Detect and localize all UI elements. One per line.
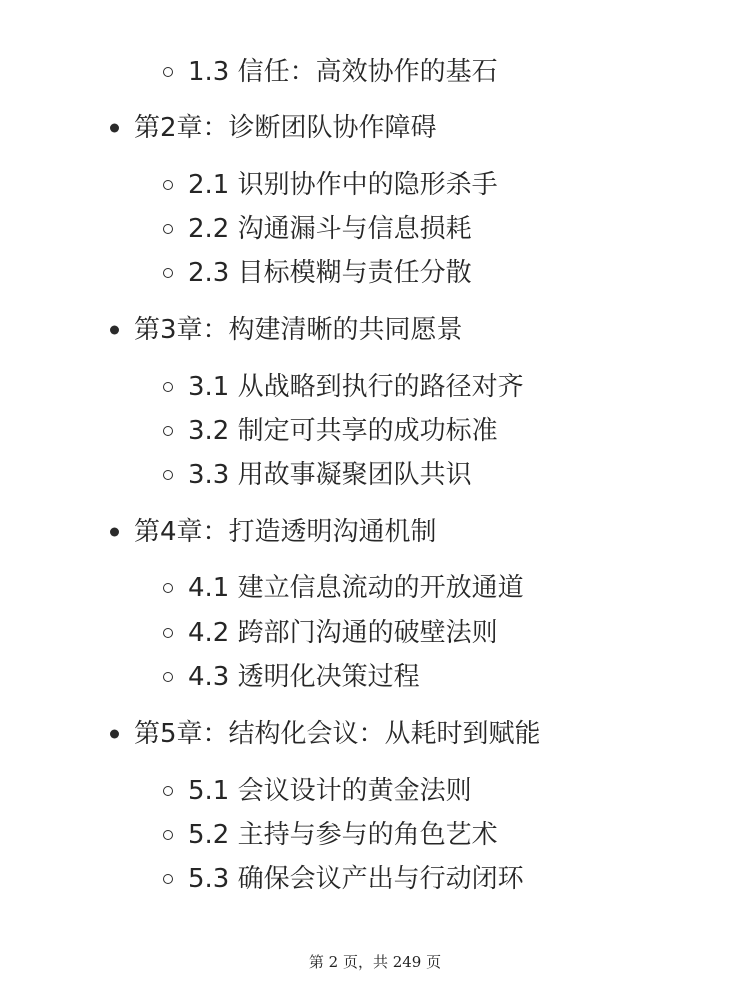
filled-bullet-icon [110,730,119,739]
filled-bullet-icon [110,326,119,335]
toc-section-2-2 [188,209,472,249]
toc-section-1-3 [188,52,498,92]
hollow-bullet-icon [163,470,173,480]
hollow-bullet-icon [163,583,173,593]
hollow-bullet-icon [163,628,173,638]
toc-entry-text: 第2章：诊断团队协作障碍 [134,113,437,143]
hollow-bullet-icon [163,830,173,840]
table-of-contents [0,50,750,950]
toc-chapter-5 [134,714,541,754]
hollow-bullet-icon [163,874,173,884]
toc-section-3-3 [188,455,472,495]
toc-entry-text: 5.3 确保会议产出与行动闭环 [188,864,524,894]
hollow-bullet-icon [163,786,173,796]
toc-section-4-3 [188,657,420,697]
toc-entry-text: 5.1 会议设计的黄金法则 [188,776,472,806]
toc-entry-text: 4.2 跨部门沟通的破壁法则 [188,618,498,648]
toc-entry-text: 2.3 目标模糊与责任分散 [188,258,472,288]
toc-section-4-2 [188,613,498,653]
toc-section-3-2 [188,411,498,451]
filled-bullet-icon [110,124,119,133]
toc-section-4-1 [188,568,524,608]
hollow-bullet-icon [163,382,173,392]
hollow-bullet-icon [163,67,173,77]
toc-chapter-4 [134,512,437,552]
toc-section-5-1 [188,771,472,811]
toc-entry-text: 3.1 从战略到执行的路径对齐 [188,372,524,402]
toc-section-5-2 [188,815,498,855]
toc-section-3-1 [188,367,524,407]
toc-chapter-2 [134,108,437,148]
toc-entry-text: 5.2 主持与参与的角色艺术 [188,820,498,850]
toc-entry-text: 2.1 识别协作中的隐形杀手 [188,170,498,200]
toc-entry-text: 3.2 制定可共享的成功标准 [188,416,498,446]
hollow-bullet-icon [163,268,173,278]
toc-entry-text: 第4章：打造透明沟通机制 [134,517,437,547]
hollow-bullet-icon [163,224,173,234]
hollow-bullet-icon [163,672,173,682]
page-number-footer: 第 2 页，共 249 页 [308,953,442,971]
hollow-bullet-icon [163,180,173,190]
toc-entry-text: 1.3 信任：高效协作的基石 [188,57,498,87]
toc-entry-text: 第5章：结构化会议：从耗时到赋能 [134,719,541,749]
toc-entry-text: 2.2 沟通漏斗与信息损耗 [188,214,472,244]
toc-section-2-3 [188,253,472,293]
toc-chapter-3 [134,310,463,350]
toc-entry-text: 4.1 建立信息流动的开放通道 [188,573,524,603]
toc-entry-text: 4.3 透明化决策过程 [188,662,420,692]
toc-section-2-1 [188,165,498,205]
toc-entry-text: 第3章：构建清晰的共同愿景 [134,315,463,345]
toc-entry-text: 3.3 用故事凝聚团队共识 [188,460,472,490]
toc-section-5-3 [188,859,524,899]
hollow-bullet-icon [163,426,173,436]
filled-bullet-icon [110,528,119,537]
